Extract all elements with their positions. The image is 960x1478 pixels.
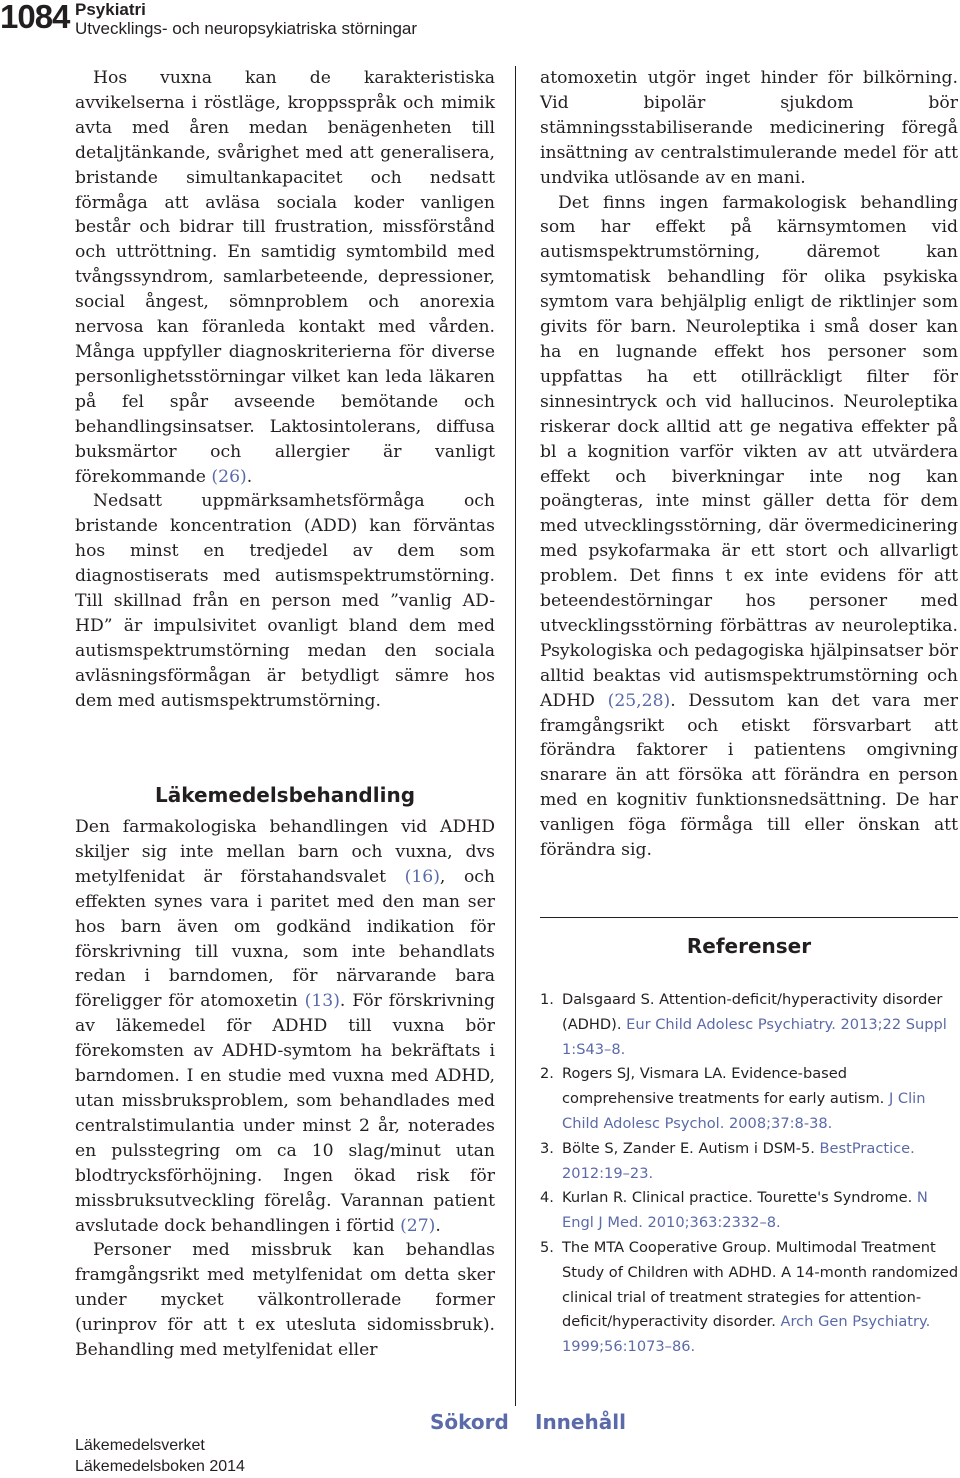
citation-link[interactable]: (25,28): [607, 690, 671, 711]
paragraph: Personer med missbruk kan behandlas framgångsrikt med metylfenidat om detta sker under mycket välkontrollerade former (urinprov för att t ex utesluta sidomissbruk). Behandling med metylfenidat eller: [75, 1240, 495, 1361]
reference-item: 1. Dalsgaard S. Attention-deficit/hyperactivity disorder (ADHD). Eur Child Adolesc Psychiatry. 2013;22 Suppl 1:S43–8.: [540, 991, 947, 1058]
footer-publisher: Läkemedelsverket: [75, 1437, 205, 1454]
reference-link[interactable]: Arch Gen Psychiatry. 1999;56:1073–86.: [562, 1313, 931, 1356]
paragraph: Nedsatt uppmärksamhetsförmåga och bristande koncentration (ADD) kan förväntas hos minst en tredjedel av dem som diagnostiserats med autismspektrumstörning. Till skillnad från en person med ”vanlig AD-HD” är impulsivitet ovanligt bland dem med autismspektrumstörning medan den sociala avläsningsförmågan är betydligt sämre hos dem med autismspektrumstörning.: [75, 491, 495, 711]
section-title: Psykiatri: [75, 0, 146, 19]
reference-item: 3. Bölte S, Zander E. Autism i DSM-5. BestPractice. 2012:19–23.: [540, 1139, 915, 1182]
citation-link[interactable]: (13): [304, 991, 340, 1012]
left-column-top: [75, 66, 495, 714]
reference-link[interactable]: J Clin Child Adolesc Psychol. 2008;37:8-38.: [562, 1090, 926, 1132]
page-number: 1084: [0, 0, 70, 35]
paragraph: Hos vuxna kan de karakteristiska avvikelserna i röstläge, kroppsspråk och mimik avta med åren medan benägenheten till detaljtänkande, svårighet med att generalisera, bristande simultankapacitet och nedsatt förmåga att avläsa sociala koder vanligen består och bidrar till frustration, missförstånd och uttröttning. En samtidig symtombild med tvångssyndrom, samlarbeteende, depressioner, social ångest, sömnproblem och anorexia nervosa kan föranleda kontakt med vården. Många uppfyller diagnoskriterierna för diverse personlighetsstörningar vilket kan leda läkaren på fel spår avseende bemötande och behandlingsinsatser. Laktosintolerans, diffusa buksmärtor och allergier är vanligt förekommande (26).: [75, 68, 495, 487]
reference-link[interactable]: BestPractice. 2012:19–23.: [562, 1139, 915, 1182]
reference-link[interactable]: N Engl J Med. 2010;363:2332–8.: [562, 1189, 928, 1232]
citation-link[interactable]: (27): [400, 1215, 436, 1236]
paragraph: Den farmakologiska behandlingen vid ADHD skiljer sig inte mellan barn och vuxna, dvs metylfenidat är förstahandsvalet (16), och effekten synes vara i paritet med den man ser hos barn även om godkänd indikation för förskrivning till vuxna, som inte behandlats redan i barndomen, för närvarande bara föreligger för atomoxetin (13). För förskrivning av läkemedel för ADHD till vuxna bör förekomsten av ADHD-symtom ha bekräftats i barndomen. I en studie med vuxna med ADHD, utan missbruksproblem, som behandlades med centralstimulantia under minst 2 år, noterades en pulsstegring om ca 10 slag/minut utan blodtrycksförhöjning. Ingen ökad risk för missbruksutveckling förelåg. Varannan patient avslutade dock behandlingen i förtid (27).: [75, 817, 495, 1236]
paragraph: Det finns ingen farmakologisk behandling som har effekt på kärnsymtomen vid autismspektrumstörning, däremot kan symtomatisk behandling för olika psykiska symtom vara behjälplig enligt de riktlinjer som givits för barn. Neuroleptika i små doser kan ha en lugnande effekt hos personer som uppfattas ha ett otillräckligt filter för sinnesintryck och vid hallucinos. Neuroleptika riskerar dock alltid att ge negativa effekter på bl a kognition varför vikten av att utvärdera effekt och biverkningar inte nog kan poängteras, inte minst gäller detta för dem med utvecklingsstörning, där övermedicinering med psykofarmaka är ett stort och allvarligt problem. Det finns t ex inte evidens för att beteendestörningar hos personer med utvecklingsstörning förbättras av neuroleptika. Psykologiska och pedagogiska hjälpinsatser bör alltid beaktas vid autismspektrumstörning och ADHD (25,28). Dessutom kan det vara mer framgångsrikt och etiskt försvarbart att förändra faktorer i patientens omgivning snarare än att försöka att förändra en person med en kognitiv funktionsnedsättning. De har vanligen föga förmåga till eller önskan att förändra sig.: [540, 192, 958, 861]
reference-link[interactable]: Eur Child Adolesc Psychiatry. 2013;22 Suppl 1:S43–8.: [562, 1015, 947, 1058]
left-column-bottom: [75, 815, 495, 1363]
contents-link[interactable]: Innehåll: [535, 1410, 626, 1434]
paragraph: atomoxetin utgör inget hinder för bilkörning. Vid bipolär sjukdom bör stämningsstabiliserande medicinering föregå insättning av centralstimulerande medel för att undvika utlösande av en mani.: [540, 68, 958, 188]
right-column: [540, 66, 958, 863]
citation-link[interactable]: (16): [404, 866, 440, 887]
references-divider: [540, 917, 958, 918]
reference-item: 2. Rogers SJ, Vismara LA. Evidence-based comprehensive treatments for early autism. J Clin Child Adolesc Psychol. 2008;37:8-38.: [540, 1065, 926, 1132]
footer-book-title: Läkemedelsboken 2014: [75, 1458, 245, 1475]
citation-link[interactable]: (26): [211, 466, 247, 487]
references-list: [540, 988, 960, 1360]
subsection-title: Utvecklings- och neuropsykiatriska störningar: [75, 19, 418, 38]
section-heading: Läkemedelsbehandling: [154, 783, 416, 807]
search-index-link[interactable]: Sökord: [430, 1410, 509, 1434]
references-heading: Referenser: [686, 934, 812, 958]
column-divider: [515, 66, 516, 1406]
reference-item: 5. The MTA Cooperative Group. Multimodal Treatment Study of Children with ADHD. A 14-month randomized clinical trial of treatment strategies for attention-deficit/hyperactivity disorder. Arch Gen Psychiatry. 1999;56:1073–86.: [540, 1238, 959, 1356]
reference-item: 4. Kurlan R. Clinical practice. Tourette's Syndrome. N Engl J Med. 2010;363:2332–8.: [540, 1189, 928, 1232]
